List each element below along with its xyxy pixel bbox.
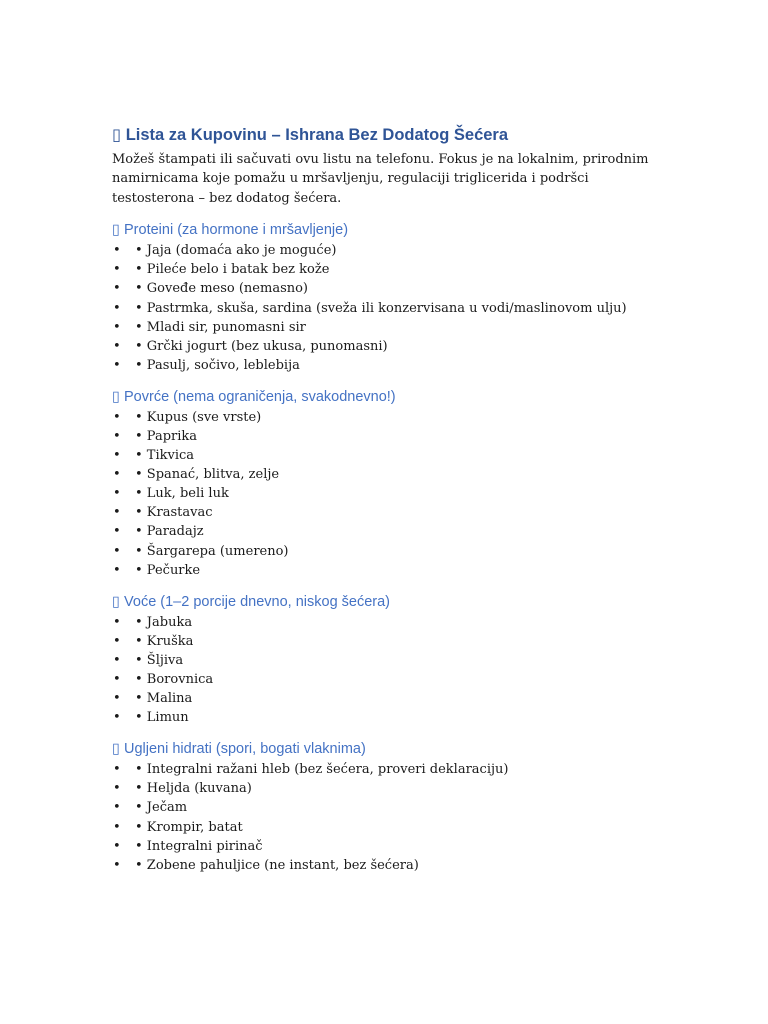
list-item-text: • Paradajz bbox=[135, 524, 204, 540]
list-item-text: • Ječam bbox=[135, 800, 188, 816]
list-item-text: • Paprika bbox=[135, 428, 198, 444]
section-heading bbox=[112, 220, 652, 241]
list-item bbox=[112, 260, 652, 279]
list-item-text: • Krastavac bbox=[135, 505, 213, 521]
list-item bbox=[112, 818, 652, 837]
list-item-text: • Tikvica bbox=[135, 448, 195, 464]
list-item bbox=[112, 408, 652, 427]
item-list bbox=[112, 760, 652, 875]
bullet-icon: • bbox=[113, 819, 121, 835]
list-item bbox=[112, 446, 652, 465]
list-item-text: • Kupus (sve vrste) bbox=[135, 409, 262, 425]
bullet-icon: • bbox=[113, 467, 121, 483]
item-list bbox=[112, 241, 652, 375]
list-item bbox=[112, 837, 652, 856]
section-heading-text: Povrće (nema ograničenja, svakodnevno!) bbox=[124, 388, 396, 405]
section-heading-text: Ugljeni hidrati (spori, bogati vlaknima) bbox=[124, 741, 366, 758]
bullet-icon: • bbox=[113, 691, 121, 707]
list-item-text: • Integralni ražani hleb (bez šećera, proveri deklaraciju) bbox=[135, 762, 509, 778]
missing-glyph-icon: ▯ bbox=[112, 125, 122, 144]
list-item-text: • Borovnica bbox=[135, 672, 214, 687]
list-item-text: • Šargarepa (umereno) bbox=[135, 543, 289, 559]
list-item bbox=[112, 465, 652, 484]
missing-glyph-icon: ▯ bbox=[112, 222, 120, 239]
bullet-icon: • bbox=[113, 672, 121, 687]
document-page bbox=[112, 124, 652, 875]
list-item bbox=[112, 337, 652, 356]
list-item-text: • Goveđe meso (nemasno) bbox=[135, 281, 309, 297]
bullet-icon: • bbox=[113, 633, 121, 649]
bullet-icon: • bbox=[113, 800, 121, 816]
bullet-icon: • bbox=[113, 524, 121, 540]
list-item-text: • Zobene pahuljice (ne instant, bez šećera) bbox=[135, 857, 419, 873]
item-list bbox=[112, 408, 652, 580]
sections-container bbox=[112, 220, 652, 875]
list-item bbox=[112, 689, 652, 708]
list-item bbox=[112, 561, 652, 580]
list-item-text: • Pečurke bbox=[135, 562, 201, 578]
list-item-text: • Integralni pirinač bbox=[135, 838, 263, 854]
bullet-icon: • bbox=[113, 562, 121, 578]
list-item-text: • Limun bbox=[135, 710, 189, 726]
bullet-icon: • bbox=[113, 781, 121, 797]
bullet-icon: • bbox=[113, 486, 121, 502]
list-item-text: • Malina bbox=[135, 691, 193, 707]
list-item bbox=[112, 522, 652, 541]
list-item bbox=[112, 484, 652, 503]
bullet-icon: • bbox=[113, 319, 121, 335]
section-heading-text: Proteini (za hormone i mršavljenje) bbox=[124, 222, 349, 239]
title-text: Lista za Kupovinu – Ishrana Bez Dodatog Šećera bbox=[125, 126, 509, 144]
list-item bbox=[112, 503, 652, 522]
section-heading-text: Voće (1–2 porcije dnevno, niskog šećera) bbox=[124, 593, 391, 610]
missing-glyph-icon: ▯ bbox=[112, 741, 120, 758]
bullet-icon: • bbox=[113, 243, 121, 259]
list-item-text: • Pasulj, sočivo, leblebija bbox=[135, 357, 300, 373]
missing-glyph-icon: ▯ bbox=[112, 593, 120, 610]
document-title bbox=[112, 124, 652, 146]
list-item-text: • Luk, beli luk bbox=[135, 486, 229, 502]
list-item-text: • Jaja (domaća ako je moguće) bbox=[135, 243, 337, 259]
list-item-text: • Kruška bbox=[135, 633, 194, 649]
bullet-icon: • bbox=[113, 357, 121, 373]
list-item-text: • Šljiva bbox=[135, 652, 184, 668]
bullet-icon: • bbox=[113, 428, 121, 444]
bullet-icon: • bbox=[113, 614, 121, 630]
bullet-icon: • bbox=[113, 857, 121, 873]
list-item-text: • Mladi sir, punomasni sir bbox=[135, 319, 306, 335]
list-item bbox=[112, 651, 652, 670]
list-item bbox=[112, 318, 652, 337]
section-heading bbox=[112, 592, 652, 613]
list-item bbox=[112, 760, 652, 779]
list-item bbox=[112, 856, 652, 875]
bullet-icon: • bbox=[113, 543, 121, 559]
bullet-icon: • bbox=[113, 838, 121, 854]
bullet-icon: • bbox=[113, 338, 121, 354]
bullet-icon: • bbox=[113, 262, 121, 278]
bullet-icon: • bbox=[113, 448, 121, 464]
list-item-text: • Spanać, blitva, zelje bbox=[135, 467, 280, 483]
list-item bbox=[112, 798, 652, 817]
list-item-text: • Grčki jogurt (bez ukusa, punomasni) bbox=[135, 338, 388, 354]
bullet-icon: • bbox=[113, 652, 121, 668]
section-heading bbox=[112, 387, 652, 408]
bullet-icon: • bbox=[113, 505, 121, 521]
list-item bbox=[112, 356, 652, 375]
list-item bbox=[112, 241, 652, 260]
list-item-text: • Jabuka bbox=[135, 614, 193, 630]
item-list bbox=[112, 613, 652, 728]
bullet-icon: • bbox=[113, 710, 121, 726]
section-heading bbox=[112, 739, 652, 760]
list-item-text: • Pileće belo i batak bez kože bbox=[135, 262, 330, 278]
bullet-icon: • bbox=[113, 300, 121, 316]
list-item bbox=[112, 779, 652, 798]
list-item bbox=[112, 670, 652, 689]
list-item bbox=[112, 299, 652, 318]
list-item-text: • Pastrmka, skuša, sardina (sveža ili konzervisana u vodi/maslinovom ulju) bbox=[135, 300, 627, 316]
intro-paragraph: Možeš štampati ili sačuvati ovu listu na telefonu. Fokus je na lokalnim, prirodnim namirnicama koje pomažu u mršavljenju, regulaciji triglicerida i podršci testosterona – bez dodatog šećera. bbox=[112, 152, 649, 206]
bullet-icon: • bbox=[113, 281, 121, 297]
list-item bbox=[112, 708, 652, 727]
missing-glyph-icon: ▯ bbox=[112, 388, 120, 405]
list-item bbox=[112, 613, 652, 632]
list-item bbox=[112, 632, 652, 651]
list-item bbox=[112, 279, 652, 298]
list-item-text: • Heljda (kuvana) bbox=[135, 781, 252, 797]
list-item bbox=[112, 427, 652, 446]
bullet-icon: • bbox=[113, 409, 121, 425]
list-item-text: • Krompir, batat bbox=[135, 819, 243, 835]
list-item bbox=[112, 542, 652, 561]
bullet-icon: • bbox=[113, 762, 121, 778]
